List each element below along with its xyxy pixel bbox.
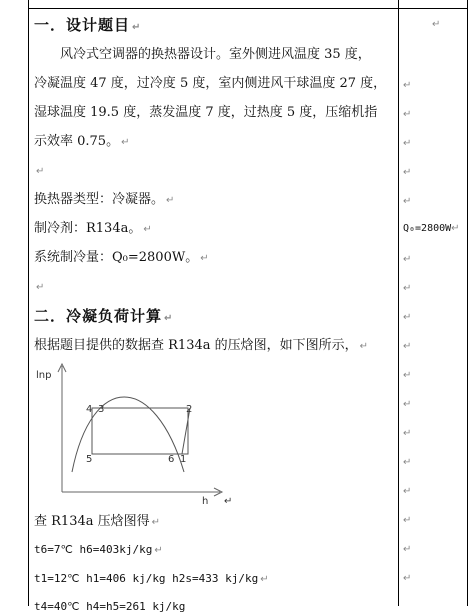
cycle-rectangle <box>92 408 188 454</box>
side-mark: ↵ <box>403 370 412 381</box>
side-mark: ↵ <box>403 312 412 323</box>
side-mark: ↵ <box>403 196 412 207</box>
empty-line: ↵ <box>36 166 45 177</box>
state4-line-cut: t4=40℃ h4=h5=261 kj/kg <box>34 600 186 613</box>
side-mark: ↵ <box>432 19 441 30</box>
side-mark: ↵ <box>403 254 412 265</box>
side-mark: ↵ <box>403 486 412 497</box>
side-mark: ↵ <box>403 399 412 410</box>
side-mark: ↵ <box>403 544 412 555</box>
pressure-enthalpy-diagram <box>34 362 234 508</box>
point-2-label: 2 <box>186 404 193 415</box>
section2-heading: 二．冷凝负荷计算 ↵ <box>34 307 174 325</box>
side-mark: ↵ <box>403 457 412 468</box>
side-mark: ↵ <box>403 428 412 439</box>
side-capacity-note: Q₀=2800W↵ <box>403 223 460 234</box>
table-border-left <box>28 0 29 606</box>
point-3-label: 3 <box>98 404 105 415</box>
table-border-right <box>467 0 468 606</box>
side-mark: ↵ <box>403 341 412 352</box>
section1-heading: 一．设计题目 ↵ <box>34 16 142 34</box>
section1-para-line1: 风冷式空调器的换热器设计。室外侧进风温度 35 度， <box>60 47 371 62</box>
lookup-line: 查 R134a 压焓图得 ↵ <box>34 514 161 529</box>
section1-para-line4: 示效率 0.75。 ↵ <box>34 134 130 149</box>
point-1-label: 1 <box>180 454 187 465</box>
section1-para-line2: 冷凝温度 47 度，过冷度 5 度，室内侧进风干球温度 27 度， <box>34 76 387 91</box>
section2-intro: 根据题目提供的数据查 R134a 的压焓图，如下图所示， ↵ <box>34 338 369 353</box>
point-6-label: 6 <box>168 454 175 465</box>
empty-line: ↵ <box>36 282 45 293</box>
side-mark: ↵ <box>403 138 412 149</box>
refrigerant-line: 制冷剂：R134a。 ↵ <box>34 221 152 236</box>
side-mark: ↵ <box>403 167 412 178</box>
hx-type-line: 换热器类型：冷凝器。 ↵ <box>34 192 175 207</box>
side-mark: ↵ <box>403 573 412 584</box>
side-mark: ↵ <box>403 80 412 91</box>
diagram-axes <box>58 364 222 496</box>
x-axis-label: h <box>202 496 209 507</box>
state1-2-line: t1=12℃ h1=406 kj/kg h2s=433 kj/kg ↵ <box>34 572 269 585</box>
point-4-label: 4 <box>86 404 93 415</box>
diagram-paragraph-mark: ↵ <box>224 496 233 507</box>
table-border-top <box>28 8 468 9</box>
y-axis-label: lnp <box>36 370 52 381</box>
capacity-line: 系统制冷量：Q₀=2800W。 ↵ <box>34 250 209 265</box>
point-5-label: 5 <box>86 454 93 465</box>
section1-para-line3: 湿球温度 19.5 度，蒸发温度 7 度，过热度 5 度，压缩机指 <box>34 105 378 120</box>
side-mark: ↵ <box>403 515 412 526</box>
state6-line: t6=7℃ h6=403kj/kg ↵ <box>34 543 163 556</box>
side-mark: ↵ <box>403 283 412 294</box>
side-mark: ↵ <box>403 109 412 120</box>
table-border-middle <box>398 0 399 606</box>
